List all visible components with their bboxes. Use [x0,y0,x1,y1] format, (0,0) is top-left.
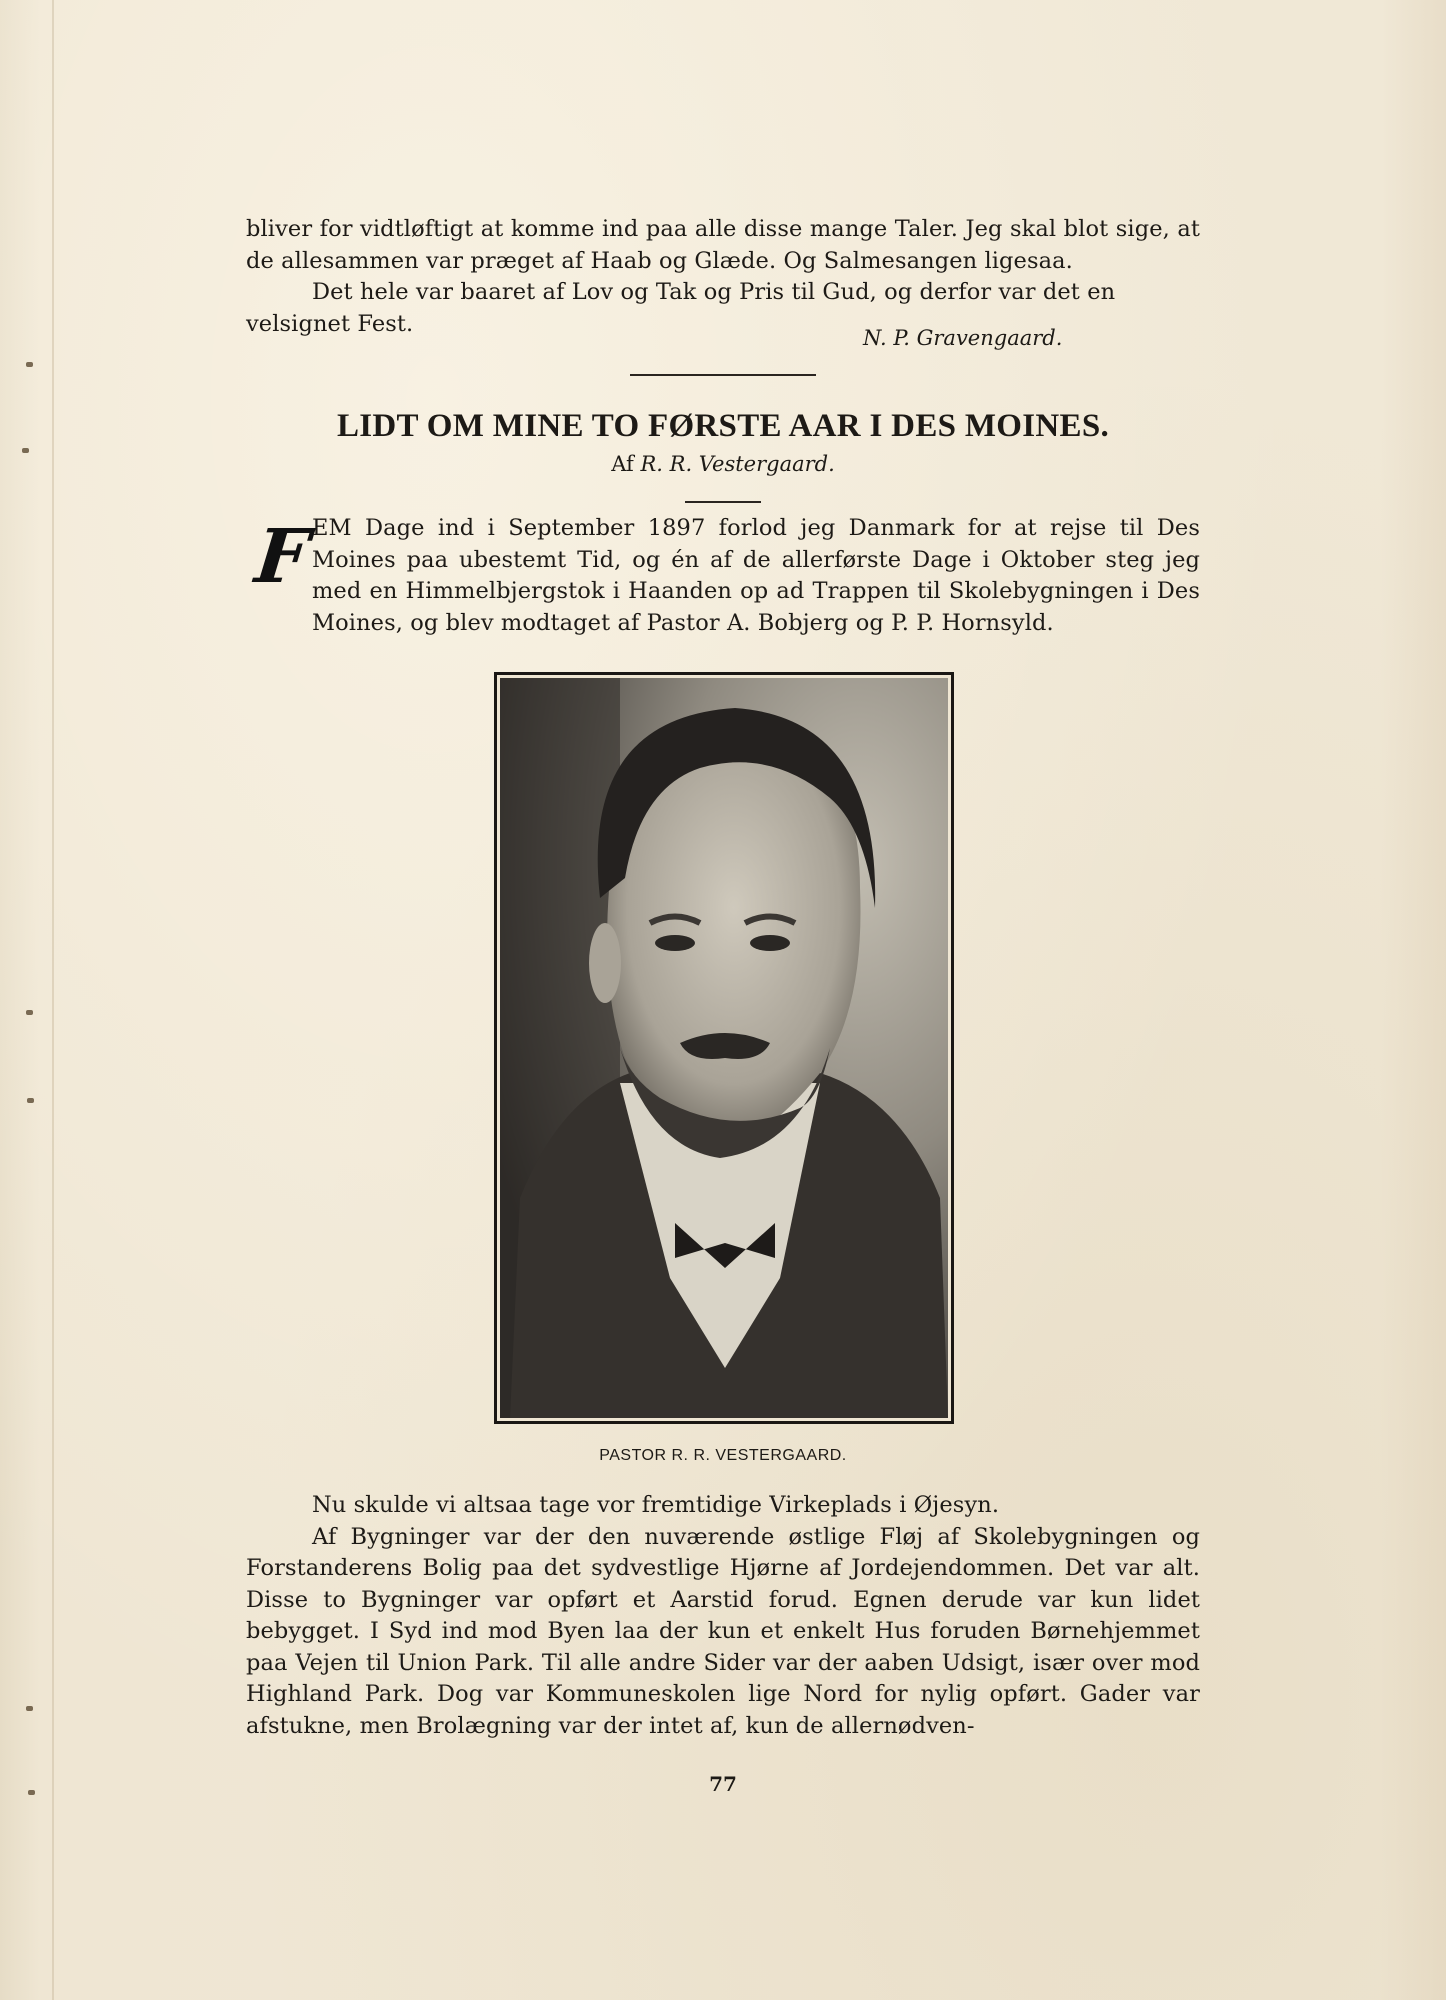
article-title: LIDT OM MINE TO FØRSTE AAR I DES MOINES. [336,408,1110,444]
portrait-frame [494,672,954,1424]
drop-cap: F [251,514,314,600]
photo-caption: PASTOR R. R. VESTERGAARD. [599,1447,847,1464]
previous-article-ending [246,214,1200,340]
section-divider [630,374,816,376]
margin-speck [26,1706,33,1711]
margin-speck [26,1010,33,1015]
lead-paragraph [246,513,1200,639]
body-paragraph: Af Bygninger var der den nuværende østlige Fløj af Skolebygningen og Forstanderens Bolig paa det sydvestlige Hjørne af Jordejendommen. Det var alt. Disse to Bygninger var opført et Aarstid forud. Egnen derude var kun lidet bebygget. I Syd ind mod Byen laa der kun et enkelt Hus foruden Børnehjemmet paa Vejen til Union Park. Til alle andre Sider var der aaben Udsigt, især over mod Highland Park. Dog var Kommuneskolen lige Nord for nylig opført. Gader var afstukne, men Brolægning var der intet af, kun de allernødven- [246,1523,1200,1739]
page-number: 77 [709,1772,737,1796]
margin-speck [26,362,33,367]
author-signature: N. P. Gravengaard. [863,326,1063,350]
closing-paragraph: bliver for vidtløftigt at komme ind paa alle disse mange Taler. Jeg skal blot sige, at de allesammen var præget af Haab og Glæde. Og Salmesangen ligesaa. [246,216,1200,274]
byline-prefix: Af [611,452,634,476]
lead-paragraph-block [246,513,1200,639]
article-body [246,1490,1200,1742]
article-byline [0,452,1446,476]
byline-author: R. R. Vestergaard. [640,452,835,476]
portrait-illustration [500,678,948,1418]
title-divider [685,501,761,503]
body-paragraph: Nu skulde vi altsaa tage vor fremtidige Virkeplads i Øjesyn. [312,1492,1000,1518]
binding-edge [52,0,54,2000]
margin-speck [27,1098,34,1103]
closing-paragraph-final: Det hele var baaret af Lov og Tak og Pris til Gud, og derfor var det en velsignet Fest. [246,279,1116,337]
portrait-photo [500,678,948,1418]
lead-paragraph-text: EM Dage ind i September 1897 forlod jeg Danmark for at rejse til Des Moines paa ubestemt Tid, og én af de allerførste Dage i Oktober steg jeg med en Himmelbjergstok i Haanden op ad Trappen til Skolebygningen i Des Moines, og blev modtaget af Pastor A. Bobjerg og P. P. Hornsyld. [312,515,1200,636]
